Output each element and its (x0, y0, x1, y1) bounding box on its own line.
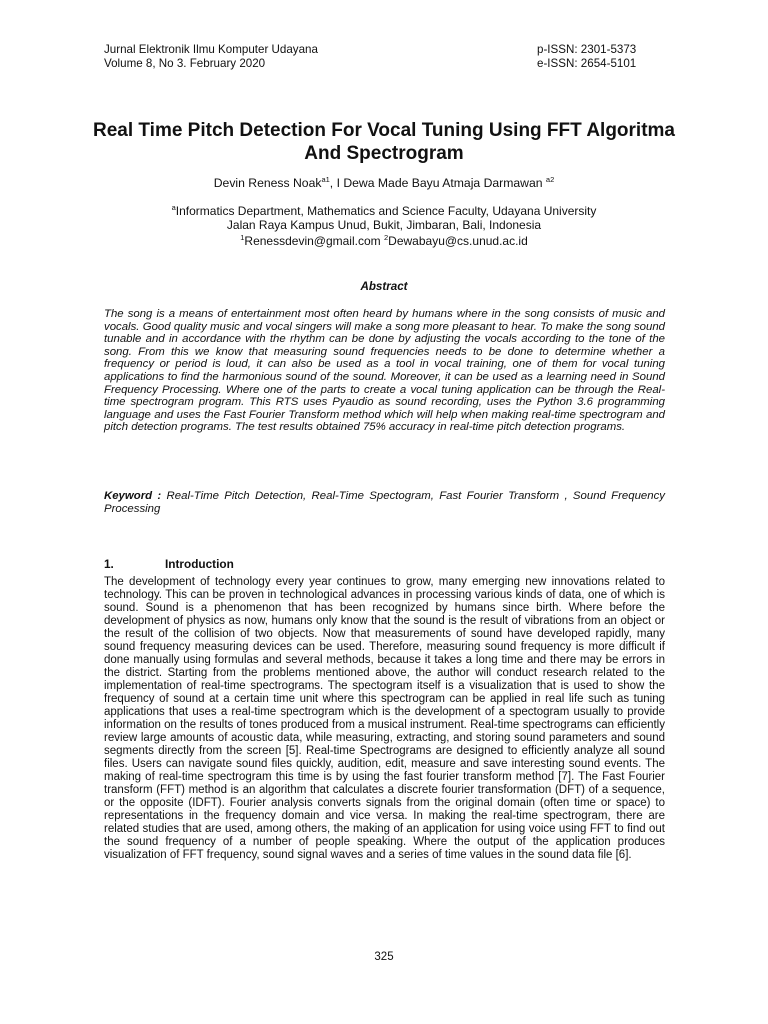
journal-name: Jurnal Elektronik Ilmu Komputer Udayana (104, 43, 318, 56)
introduction-body: The development of technology every year continues to grow, many emerging new innovations related to technology. This can be proven in technological advances in processing various kinds of data, one of which is sound. Sound is a phenomenon that has been recognized by humans since birth. Where before the development of physics as now, humans only know that the sound is the result of vibrations from an object or the result of the collision of two objects. Now that measurements of sound have developed rapidly, many sound frequency measuring devices can be used. Therefore, measuring sound frequency is more difficult if done manually using formulas and several methods, because it takes a long time and there may be errors in the district. Starting from the problems mentioned above, the author will conduct research related to the implementation of real-time spectrograms. The spectogram itself is a visualization that is used to show the frequency of sound at a certain time unit where this spectrogram can be applied in real life such as tuning applications that uses a real-time spectrogram which is the development of a spectogram usually to provide information on the results of tones produced from a musical instrument. Real-time spectrograms can efficiently review large amounts of acoustic data, while measuring, extracting, and storing sound parameters and sound segments directly from the screen [5]. Real-time Spectrograms are designed to efficiently analyze all sound files. Users can navigate sound files quickly, audition, edit, measure and save interesting sound events. The making of real-time spectrogram this time is by using the fast fourier transform method [7]. The Fast Fourier transform (FFT) method is an algorithm that calculates a discrete fourier transformation (DFT) of a sequence, or the opposite (IDFT). Fourier analysis converts signals from the original domain (often time or space) to representations in the frequency domain and vice versa. In making the real-time spectrogram, there are related studies that are used, among others, the making of an application for using voice using FFT to find out the sound frequency of a number of people speaking. Where the output of the application produces visualization of FFT frequency, sound signal waves and a series of time values in the sound data file [6]. (104, 576, 665, 861)
affiliation-address: Jalan Raya Kampus Unud, Bukit, Jimbaran, Bali, Indonesia (226, 217, 542, 232)
author-1: Devin Reness Noak (213, 176, 322, 190)
affiliation-institution: Informatics Department, Mathematics and Science Faculty, Udayana University (175, 204, 597, 218)
keywords-text: Real-Time Pitch Detection, Real-Time Spectogram, Fast Fourier Transform , Sound Frequency Processing (104, 490, 665, 515)
author-2-sup: a2 (545, 175, 555, 184)
journal-header-right (537, 43, 636, 71)
author-2: I Dewa Made Bayu Atmaja Darmawan (336, 176, 543, 190)
page-number: 325 (374, 951, 394, 963)
email-line (80, 235, 688, 249)
keywords (104, 490, 665, 516)
author-1-sup: a1 (321, 175, 330, 184)
author-line (80, 176, 688, 191)
author-separator: , (329, 176, 337, 190)
affiliation-line-1 (80, 205, 688, 219)
paper-title: Real Time Pitch Detection For Vocal Tuning Using FFT Algoritma And Spectrogram (92, 120, 675, 164)
email-2-sup: 2 (384, 233, 389, 242)
e-issn: e-ISSN: 2654-5101 (537, 57, 637, 70)
email-2: Dewabayu@cs.unud.ac.id (388, 234, 528, 248)
section-heading-introduction (104, 557, 234, 571)
abstract-heading: Abstract (360, 280, 408, 293)
section-title: Introduction (165, 557, 234, 571)
section-number: 1. (104, 557, 114, 571)
affiliation-block (80, 205, 688, 249)
keywords-label: Keyword : (104, 490, 162, 502)
journal-header-left (104, 43, 318, 71)
journal-volume: Volume 8, No 3. February 2020 (104, 57, 266, 70)
email-1: Renessdevin@gmail.com (244, 234, 381, 248)
abstract-body: The song is a means of entertainment most often heard by humans where in the song consists of music and vocals. Good quality music and vocal singers will make a song more pleasant to hear. To make the song sound tunable and in accordance with the rhythm can be done by adjusting the vocals according to the tone of the song. From this we know that measuring sound frequencies needs to be done to determine whether a frequency or period is loud, it can also be used as a tool in vocal training, one of them for vocal tuning applications to find the harmonious sound of the sound. Moreover, it can be used as a learning need in Sound Frequency Processing. Where one of the parts to create a vocal tuning application can be through the Real-time spectrogram program. This RTS uses Pyaudio as sound recording, uses the Python 3.6 programming language and uses the Fast Fourier Transform method which will help when making real-time spectrogram and pitch detection programs. The test results obtained 75% accuracy in real-time pitch detection programs. (104, 308, 665, 434)
p-issn: p-ISSN: 2301-5373 (537, 43, 637, 56)
email-1-sup: 1 (240, 233, 245, 242)
affiliation-sup: a (171, 203, 176, 212)
